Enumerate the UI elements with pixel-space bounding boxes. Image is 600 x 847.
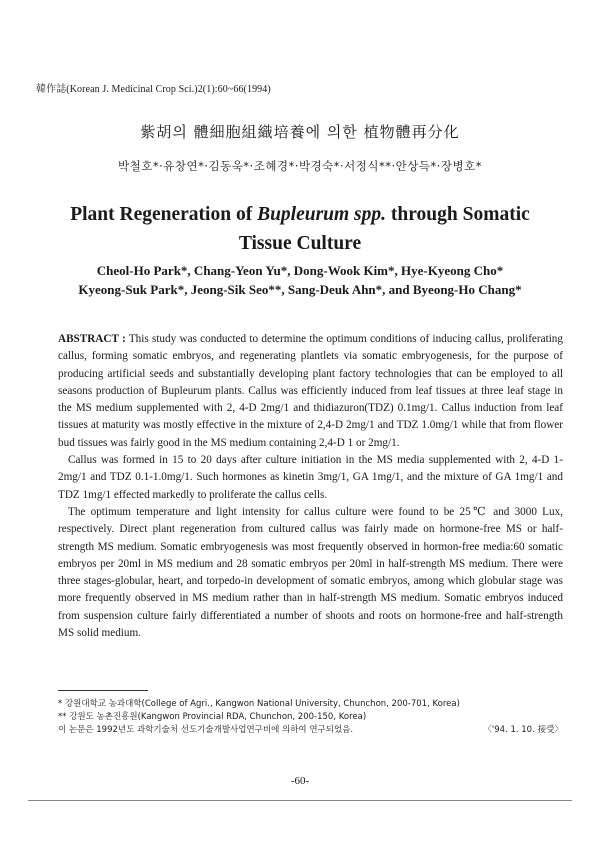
page-number: -60- [290,775,310,787]
abstract-p1-text: This study was conducted to determine the optimum conditions of inducing callus, proliferating callus, forming somatic embryos, and regenerating plantlets via somatic embryogenesis, for the purpose of producing artificial seeds and substantially developing plant factory technologies that can be employed to all seasons production of Bupleurum plants. Callus was efficiently induced from leaf tissues at three leaf stage in the MS medium supplemented with 2, 4-D 2mg/1 and thidiazuron(TDZ) 0.1mg/1. Callus induction from leaf tissues at maturity was mostly effective in the mixture of 2,4-D 2mg/1 and TDZ 1.0mg/1 while that from flower bud tissues was fairly good in the MS medium containing 2,4-D 1 or 2mg/1. [58,333,563,449]
korean-title: 紫胡의 體細胞組織培養에 의한 植物體再分化 [140,123,460,141]
abstract-paragraph-2: Callus was formed in 15 to 20 days after culture initiation in the MS media supplemented with 2, 4-D 1-2mg/1 and TDZ 0.1-1.0mg/1. Such hormones as kinetin 3mg/1, GA 1mg/1, and the mixture of GA 1mg/1 and TDZ 1mg/1 effected markedly to proliferate the callus cells. [58,454,563,501]
english-title-species: Bupleurum spp. [257,204,387,225]
english-authors [30,261,570,299]
korean-authors: 박철호*·유창연*·김동욱*·조혜경*·박경숙*·서정식**·안상득*·장병호* [118,159,482,173]
footnote-rule [58,690,148,691]
footer-rule [28,800,572,801]
abstract [58,331,563,642]
footnote-affiliation-2: ** 강원도 농촌진흥원(Kangwon Provincial RDA, Chunchon, 200-150, Korea) [58,712,367,722]
english-title [40,200,560,258]
english-title-line2: Tissue Culture [238,233,362,254]
footnote-affiliation-1: * 강원대학교 농과대학(College of Agri., Kangwon National University, Chunchon, 200-701, Korea) [58,699,460,709]
received-date: 〈'94. 1. 10. 接受〉 [483,725,563,735]
english-title-part2: through Somatic [386,204,530,225]
footnote-funding-row [58,724,563,737]
journal-citation: 韓作誌(Korean J. Medicinal Crop Sci.)2(1):60~66(1994) [36,84,271,95]
footnotes [58,698,563,737]
abstract-label: ABSTRACT : [58,333,126,345]
footnote-funding: 이 논문은 1992년도 과학기술처 선도기술개발사업연구비에 의하여 연구되었음. [58,725,354,735]
english-title-part1: Plant Regeneration of [70,204,258,225]
english-authors-line1: Cheol-Ho Park*, Chang-Yeon Yu*, Dong-Wook Kim*, Hye-Kyeong Cho* [96,263,504,278]
abstract-paragraph-3: The optimum temperature and light intensity for callus culture were found to be 25℃ and 3000 Lux, respectively. Direct plant regeneration from cultured callus was fairly made on hormone-free MS or half-strength MS medium. Somatic embryogenesis was most frequently observed in hormon-free media:60 somatic embryos per 20ml in MS medium and 28 somatic embryos per 20ml in half-strength MS medium. There were three stages-globular, heart, and torpedo-in development of somatic embryos, among which globular stage was more frequently observed in MS medium rather than in half-strength MS medium. Somatic embryos induced from suspension culture fairly differentiated a number of shoots and roots on hormone-free and half-strength MS solid medium. [58,505,563,640]
english-authors-line2: Kyeong-Suk Park*, Jeong-Sik Seo**, Sang-Deuk Ahn*, and Byeong-Ho Chang* [78,282,522,297]
abstract-paragraph-1 [58,331,563,452]
